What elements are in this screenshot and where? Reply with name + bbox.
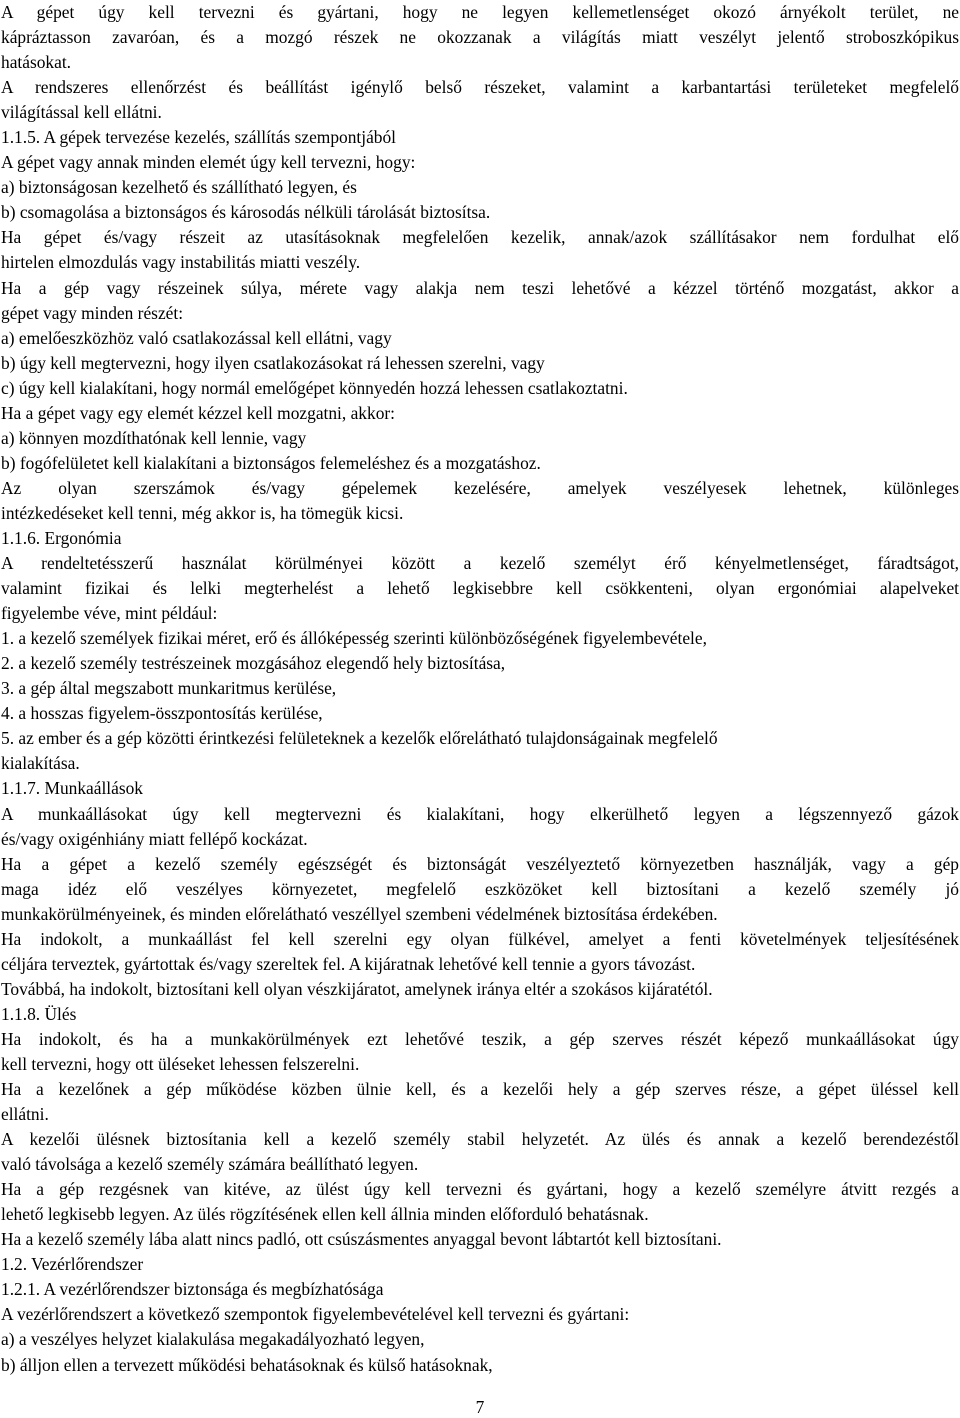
text-line: céljára terveztek, gyártottak és/vagy szereltek fel. A kijáratnak lehetővé kell tennie a gyors távozást.	[1, 953, 696, 974]
text-line: A kezelői ülésnek biztosítania kell a kezelő személy stabil helyzetét. Az ülés és annak a kezelő berendezéstől	[1, 1129, 959, 1150]
text-line: 4. a hosszas figyelem-összpontosítás kerülése,	[1, 703, 323, 724]
text-line: ellátni.	[1, 1104, 49, 1125]
text-line: 1.2. Vezérlőrendszer	[1, 1254, 144, 1275]
text-line: 5. az ember és a gép közötti érintkezési felületeknek a kezelők előrelátható tulajdonságainak megfelelő	[1, 728, 718, 749]
text-line: a) emelőeszközhöz való csatlakozással kell ellátni, vagy	[1, 327, 392, 348]
text-line: valamint fizikai és lelki megterhelést a lehető legkisebbre kell csökkenteni, olyan ergonómiai alapelveket	[1, 578, 959, 599]
text-line: gépet vagy minden részét:	[1, 302, 184, 323]
text-line: 1.1.5. A gépek tervezése kezelés, szállítás szempontjából	[1, 127, 397, 148]
text-line: figyelembe véve, mint például:	[1, 603, 218, 624]
text-line: A rendszeres ellenőrzést és beállítást igénylő belső részeket, valamint a karbantartási területeket megfelelő	[1, 77, 959, 98]
text-line: 1.1.8. Ülés	[1, 1003, 77, 1024]
text-line: 1.1.7. Munkaállások	[1, 778, 144, 799]
text-line: 1.2.1. A vezérlőrendszer biztonsága és megbízhatósága	[1, 1279, 384, 1300]
text-line: a) könnyen mozdíthatónak kell lennie, vagy	[1, 427, 307, 448]
text-line: világítással kell ellátni.	[1, 102, 162, 123]
text-line: kialakítása.	[1, 753, 80, 774]
text-line: A gépet vagy annak minden elemét úgy kell tervezni, hogy:	[1, 152, 416, 173]
text-line: A rendeltetésszerű használat körülményei között a kezelő személyt érő kényelmetlenséget, fáradtságot,	[1, 553, 959, 574]
text-line: a) biztonságosan kezelhető és szállítható legyen, és	[1, 177, 357, 198]
text-line: Ha a kezelő személy lába alatt nincs padló, ott csúszásmentes anyaggal bevont lábtartót kell biztosítani.	[1, 1229, 722, 1250]
text-line: c) úgy kell kialakítani, hogy normál emelőgépet könnyedén hozzá lehessen csatlakoztatni.	[1, 377, 628, 398]
text-line: munkakörülményeinek, és minden előrelátható veszéllyel szembeni védelmének biztosítása érdekében.	[1, 903, 718, 924]
text-line: Az olyan szerszámok és/vagy gépelemek kezelésére, amelyek veszélyesek lehetnek, különleges	[1, 477, 959, 498]
text-line: 3. a gép által megszabott munkaritmus kerülése,	[1, 678, 337, 699]
text-line: 1. a kezelő személyek fizikai méret, erő és állóképesség szerinti különbözőségének figyelembevétele,	[1, 628, 707, 649]
text-line: való távolsága a kezelő személy számára beállítható legyen.	[1, 1154, 419, 1175]
text-line: kell tervezni, hogy ott üléseket lehessen felszerelni.	[1, 1053, 360, 1074]
text-line: maga idéz elő veszélyes környezetet, megfelelő eszközöket kell biztosítani a kezelő személy jó	[1, 878, 959, 899]
text-line: Ha a gépet vagy egy elemét kézzel kell mozgatni, akkor:	[1, 402, 396, 423]
text-line: 2. a kezelő személy testrészeinek mozgásához elegendő hely biztosítása,	[1, 653, 506, 674]
text-line: a) a veszélyes helyzet kialakulása megakadályozható legyen,	[1, 1329, 425, 1350]
document-body	[1, 0, 959, 1378]
text-line: Ha gépet és/vagy részeit az utasításoknak megfelelően kezelik, annak/azok szállításakor nem fordulhat elő	[1, 227, 959, 248]
text-line: Ha a gépet a kezelő személy egészségét és biztonságát veszélyeztető környezetben használják, vagy a gép	[1, 853, 959, 874]
text-line: hirtelen elmozdulás vagy instabilitás miatti veszély.	[1, 252, 361, 273]
text-line: Ha a kezelőnek a gép működése közben ülnie kell, és a kezelői hely a gép szerves része, a gépet üléssel kell	[1, 1079, 959, 1100]
text-line: b) csomagolása a biztonságos és károsodás nélküli tárolását biztosítsa.	[1, 202, 491, 223]
text-line: A gépet úgy kell tervezni és gyártani, hogy ne legyen kellemetlenséget okozó árnyékolt terület, ne	[1, 2, 959, 22]
text-line: és/vagy oxigénhiány miatt fellépő kockázat.	[1, 828, 308, 849]
text-line: Ha indokolt, és ha a munkakörülmények ezt lehetővé teszik, a gép szerves részét képező munkaállásokat úgy	[1, 1028, 959, 1049]
text-line: b) álljon ellen a tervezett működési behatásoknak és külső hatásoknak,	[1, 1354, 493, 1375]
text-line: Ha a gép vagy részeinek súlya, mérete vagy alakja nem teszi lehetővé a kézzel történő mozgatást, akkor a	[1, 277, 959, 298]
text-line: Továbbá, ha indokolt, biztosítani kell olyan vészkijáratot, amelynek iránya eltér a szokásos kijáratétól.	[1, 978, 713, 999]
text-line: b) fogófelületet kell kialakítani a biztonságos felemeléshez és a mozgatáshoz.	[1, 452, 541, 473]
page-number: 7	[475, 1397, 485, 1417]
text-line: Ha a gép rezgésnek van kitéve, az ülést úgy kell tervezni és gyártani, hogy a kezelő személyre átvitt rezgés a	[1, 1179, 959, 1200]
text-line: 1.1.6. Ergonómia	[1, 527, 122, 548]
text-line: intézkedéseket kell tenni, még akkor is, ha tömegük kicsi.	[1, 502, 404, 523]
text-line: b) úgy kell megtervezni, hogy ilyen csatlakozásokat rá lehessen szerelni, vagy	[1, 352, 545, 373]
text-line: Ha indokolt, a munkaállást fel kell szerelni egy olyan fülkével, amelyet a fenti követelmények teljesítésének	[1, 928, 959, 949]
text-line: A munkaállásokat úgy kell megtervezni és kialakítani, hogy elkerülhető legyen a légszennyező gázok	[1, 803, 959, 824]
text-line: hatásokat.	[1, 52, 72, 73]
text-line: A vezérlőrendszert a következő szempontok figyelembevételével kell tervezni és gyártani:	[1, 1304, 630, 1325]
text-line: kápráztasson zavaróan, és a mozgó részek ne okozzanak a világítás miatt veszélyt jelentő stroboszkópikus	[1, 27, 959, 48]
text-line: lehető legkisebb legyen. Az ülés rögzítésének ellen kell állnia minden előforduló behatásnak.	[1, 1204, 649, 1225]
